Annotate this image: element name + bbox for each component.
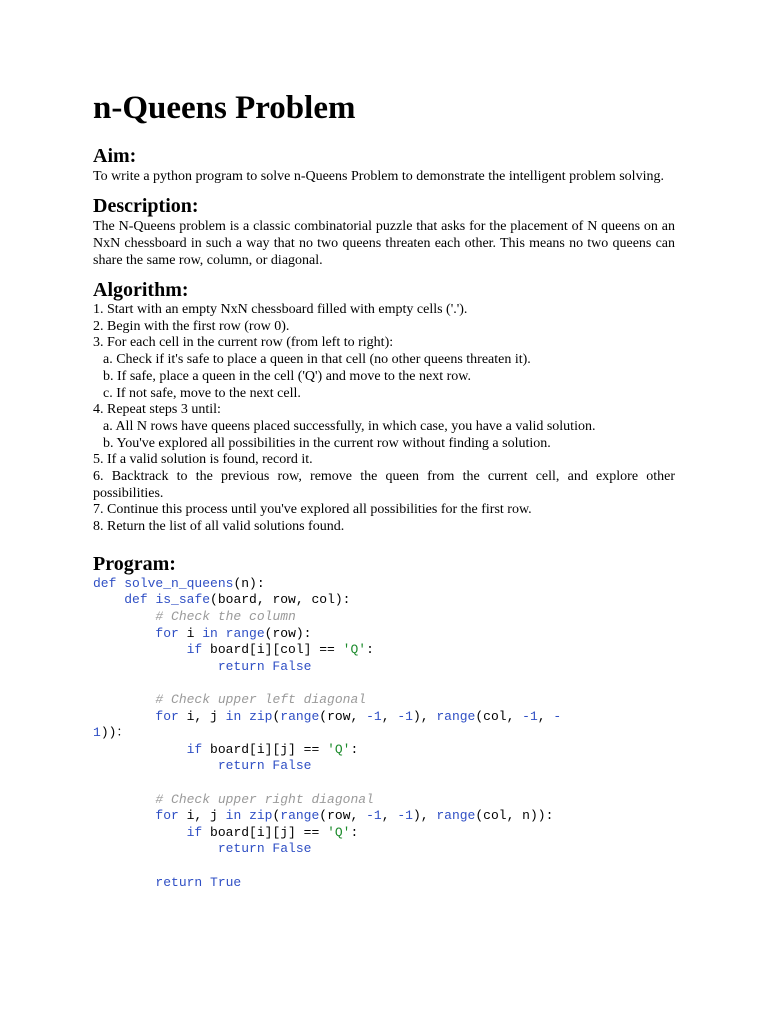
aim-heading: Aim: [93, 145, 137, 167]
code-token: (col, n)): [475, 808, 554, 824]
code-token [93, 609, 155, 624]
algorithm-step: a. All N rows have queens placed successfully, in which case, you have a valid solution. [103, 418, 596, 434]
code-token: ), [412, 708, 437, 724]
code-line [93, 825, 675, 842]
code-token [93, 659, 218, 674]
code-token [93, 742, 187, 757]
code-token: return False [217, 841, 312, 857]
code-token: -1 [366, 808, 382, 824]
code-token: for [155, 708, 179, 724]
code-line [93, 609, 675, 626]
code-token: 'Q' [327, 741, 351, 757]
code-token: if [186, 824, 203, 840]
code-token: is_safe [155, 592, 211, 608]
code-line [93, 775, 675, 792]
code-line [93, 675, 675, 692]
code-line [93, 792, 675, 809]
description-heading: Description: [93, 195, 199, 217]
code-token [93, 709, 155, 724]
code-token [93, 875, 155, 890]
code-token: ))： [100, 725, 130, 741]
code-token: , [381, 808, 398, 824]
code-token: , [381, 708, 398, 724]
aim-text: To write a python program to solve n-Queens Problem to demonstrate the intelligent problem solving. [93, 169, 664, 184]
code-line [93, 659, 675, 676]
algorithm-step: a. Check if it's safe to place a queen in that cell (no other queens threaten it). [103, 352, 531, 368]
algorithm-heading: Algorithm: [93, 279, 189, 301]
code-token: if [186, 642, 203, 658]
code-token: 1 [93, 725, 101, 741]
code-token [93, 792, 155, 807]
algorithm-step: c. If not safe, move to the next cell. [103, 385, 301, 401]
code-token: zip [249, 808, 273, 824]
code-line [93, 709, 675, 726]
code-token [93, 808, 155, 823]
code-token: for [155, 625, 179, 641]
code-line [93, 742, 675, 759]
code-token: - [553, 708, 562, 724]
algorithm-steps [93, 302, 679, 536]
code-token [93, 592, 124, 607]
code-token: in [225, 808, 242, 824]
code-token: def [93, 575, 125, 591]
code-token: i, j [178, 708, 226, 724]
code-token: def [124, 592, 156, 608]
code-token: : [350, 741, 359, 757]
code-token: (row): [264, 625, 312, 641]
code-block [93, 576, 675, 891]
code-token: -1 [397, 808, 413, 824]
code-line [93, 841, 675, 858]
code-token [241, 808, 249, 823]
code-token [218, 626, 226, 641]
code-token: board[i][j] == [202, 824, 328, 840]
code-line [93, 576, 675, 593]
code-token: zip [249, 708, 273, 724]
code-token: (row, [319, 708, 367, 724]
code-token: 'Q' [342, 642, 367, 658]
code-token: (row, [319, 808, 367, 824]
algorithm-step: 4. Repeat steps 3 until: [93, 402, 221, 418]
code-line [93, 642, 675, 659]
code-line [93, 858, 675, 875]
code-token [93, 626, 155, 641]
code-token: if [186, 741, 203, 757]
page-title: n-Queens Problem [93, 90, 356, 126]
code-line [93, 875, 675, 892]
code-token: # Check the column [155, 609, 296, 625]
code-token [93, 692, 155, 707]
code-token: return False [217, 758, 312, 774]
code-token: : [350, 824, 359, 840]
code-token: range [280, 808, 320, 824]
code-token: range [436, 708, 476, 724]
algorithm-step: 8. Return the list of all valid solutions found. [93, 519, 345, 535]
code-token: for [155, 808, 179, 824]
code-line [93, 592, 675, 609]
code-token: -1 [397, 708, 413, 724]
code-token [93, 825, 187, 840]
program-heading: Program: [93, 552, 176, 575]
code-token: (board, row, col): [210, 592, 351, 608]
algorithm-step: b. You've explored all possibilities in the current row without finding a solution. [103, 435, 551, 451]
code-token: , [537, 708, 554, 724]
algorithm-step: 2. Begin with the first row (row 0). [93, 318, 290, 334]
code-token: # Check upper right diagonal [155, 791, 374, 807]
code-token: i [178, 625, 203, 641]
code-token: board[i][col] == [202, 642, 343, 658]
code-token: range [436, 808, 476, 824]
code-line [93, 725, 675, 742]
code-line [93, 758, 675, 775]
algorithm-step: 7. Continue this process until you've explored all possibilities for the first row. [93, 502, 532, 518]
code-token: range [225, 625, 265, 641]
code-token: ( [272, 808, 281, 824]
code-line [93, 692, 675, 709]
code-token: ( [272, 708, 281, 724]
code-token: : [366, 642, 374, 658]
code-token: # Check upper left diagonal [155, 692, 367, 707]
code-token: -1 [522, 708, 538, 724]
code-token: 'Q' [327, 824, 351, 840]
code-token [93, 642, 187, 657]
code-token: ), [412, 808, 437, 824]
code-token: (col, [475, 708, 523, 724]
code-token: -1 [366, 708, 382, 724]
code-token [241, 709, 249, 724]
algorithm-step: b. If safe, place a queen in the cell ('Q') and move to the next row. [103, 368, 471, 384]
code-token [93, 758, 218, 773]
code-token: board[i][j] == [202, 741, 328, 757]
code-token: in [225, 708, 242, 724]
algorithm-step: 1. Start with an empty NxN chessboard filled with empty cells ('.'). [93, 302, 468, 317]
algorithm-step: 3. For each cell in the current row (from left to right): [93, 335, 394, 351]
code-token: (n): [233, 575, 265, 591]
code-token [93, 841, 218, 856]
code-line [93, 626, 675, 643]
document-page [93, 88, 679, 891]
code-token: return True [155, 874, 242, 890]
code-token: return False [217, 658, 312, 674]
code-token: solve_n_queens [124, 575, 234, 591]
code-token: in [202, 625, 218, 641]
code-token: range [280, 708, 320, 724]
algorithm-step: 6. Backtrack to the previous row, remove the queen from the current cell, and explore other possibilities. [93, 469, 679, 501]
description-text: The N-Queens problem is a classic combinatorial puzzle that asks for the placement of N queens on an NxN chessboard in such a way that no two queens threaten each other. This means no two queens can share the same row, column, or diagonal. [93, 219, 675, 268]
code-line [93, 808, 675, 825]
code-token: i, j [178, 808, 226, 824]
algorithm-step: 5. If a valid solution is found, record it. [93, 452, 313, 468]
